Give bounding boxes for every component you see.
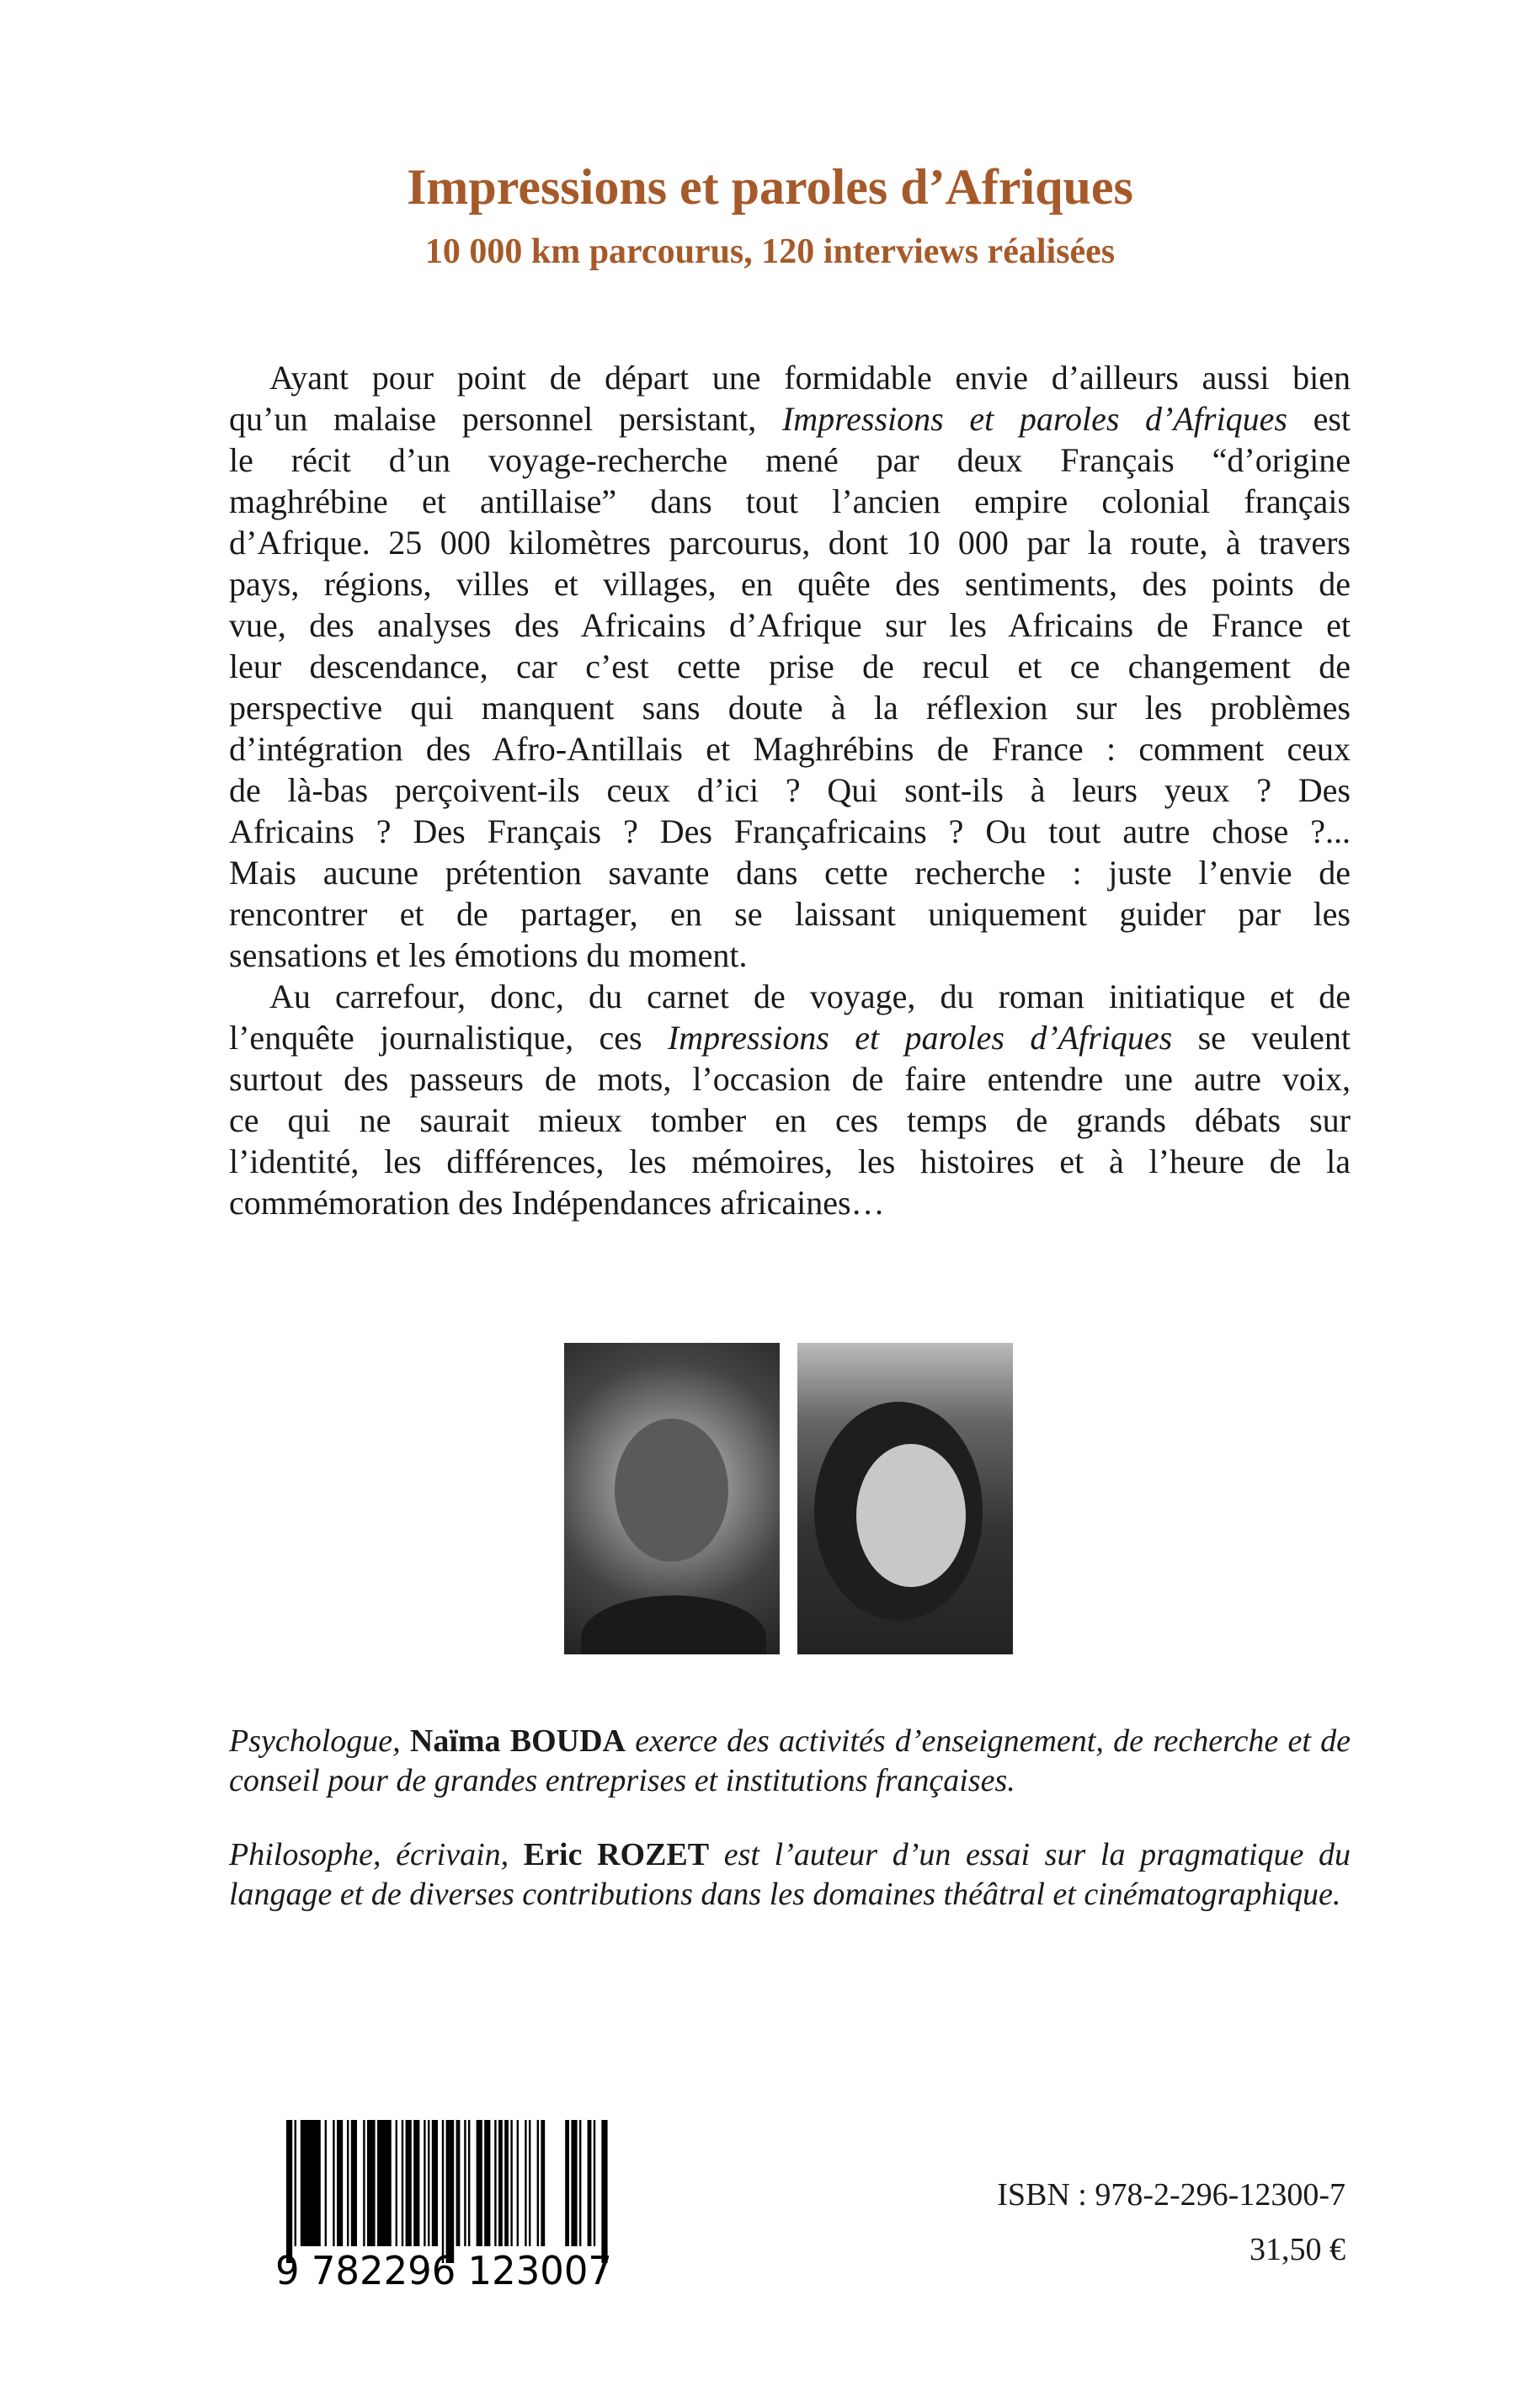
text-segment: Ayant pour point de départ une formidable envie d’ailleurs aussi bien [269,359,1351,397]
text-segment: l’identité, les différences, les mémoires, les histoires et à l’heure de la [229,1142,1351,1180]
text-line [229,646,1351,687]
barcode-bar [537,2120,539,2246]
text-line [229,935,1351,976]
text-segment: sensations et les émotions du moment. [229,936,748,974]
book-title-italic: Impressions et paroles d’Afriques [781,400,1287,438]
text-line [229,728,1351,770]
barcode-bar [565,2120,569,2246]
text-line [229,439,1351,481]
text-segment: d’intégration des Afro-Antillais et Maghrébins de France : comment ceux [229,730,1351,768]
barcode-bar [571,2120,577,2246]
text-segment: Mais aucune prétention savante dans cette recherche : juste l’envie de [229,854,1351,892]
text-line [229,1141,1351,1182]
barcode-bar [588,2120,592,2246]
barcode-bar [295,2120,296,2246]
barcode-bar [579,2120,581,2246]
bio-text: est l’auteur d’un essai sur la pragmatique du langage et de diverses contributions dans les domaines théâtral et cinématographique. [229,1837,1351,1912]
barcode-bar [347,2120,349,2246]
barcode-bar [477,2120,482,2246]
text-segment: perspective qui manquent sans doute à la réflexion sur les problèmes [229,689,1351,727]
blurb-text [229,357,1351,1223]
barcode-bar [413,2120,419,2246]
barcode-bar [601,2120,607,2263]
barcode-bar [504,2120,509,2246]
barcode-bar [402,2120,403,2246]
author-name: Naïma BOUDA [409,1723,626,1759]
barcode-bar [468,2120,470,2246]
text-line [229,1058,1351,1100]
text-segment: Au carrefour, donc, du carnet de voyage, du roman initiatique et de [269,977,1351,1015]
text-line [229,357,1351,398]
text-segment: l’enquête journalistique, ces [229,1019,668,1057]
author-photo-man [564,1343,780,1654]
barcode-bar [337,2120,343,2246]
text-line [229,1182,1351,1223]
text-segment: de là-bas perçoivent-ils ceux d’ici ? Qui sont-ils à leurs yeux ? Des [229,771,1351,809]
barcode-bar [325,2120,327,2246]
book-subtitle: 10 000 km parcourus, 120 interviews réalisées [424,232,1116,271]
text-segment: surtout des passeurs de mots, l’occasion de faire entendre une autre voix, [229,1060,1351,1098]
text-segment: vue, des analyses des Africains d’Afrique sur les Africains de France et [229,606,1351,644]
text-segment: commémoration des Indépendances africaines… [229,1184,885,1222]
barcode-bar [442,2120,444,2263]
barcode-bar [464,2120,466,2246]
text-segment: est [1287,400,1351,438]
text-segment: rencontrer et de partager, en se laissant uniquement guider par les [229,895,1351,933]
text-segment: pays, régions, villes et villages, en quête des sentiments, des points de [229,565,1351,603]
text-line [229,893,1351,935]
text-line [229,1017,1351,1058]
price: 31,50 € [1250,2232,1346,2267]
barcode-bar [351,2120,357,2246]
book-title: Impressions et paroles d’Afriques [407,159,1133,215]
text-line [229,852,1351,893]
barcode-bar [406,2120,412,2246]
author-photo-woman [797,1343,1013,1654]
author-bio-bouda [229,1722,1351,1801]
bio-text: exerce des activités d’enseignement, de recherche et de conseil pour de grandes entreprises et institutions françaises. [229,1723,1351,1798]
barcode-bar [594,2120,595,2246]
text-segment: le récit d’un voyage-recherche mené par deux Français “d’origine [229,441,1351,479]
text-segment: Africains ? Des Français ? Des Françafricains ? Ou tout autre chose ?... [229,812,1351,850]
text-line [229,604,1351,646]
author-bio-rozet [229,1835,1351,1915]
text-segment: qu’un malaise personnel persistant, [229,400,782,438]
text-line [229,976,1351,1017]
text-segment: maghrébine et antillaise” dans tout l’ancien empire colonial français [229,482,1351,520]
book-title-italic: Impressions et paroles d’Afriques [667,1019,1173,1057]
barcode-digits: 9 782296 123007 [275,2248,612,2288]
barcode-bar [367,2120,376,2246]
barcode-bar [286,2120,292,2263]
barcode-bar [363,2120,365,2246]
barcode-bar [301,2120,321,2246]
text-segment: ce qui ne saurait mieux tomber en ces temps de grands débats sur [229,1101,1351,1139]
barcode-bar [529,2120,530,2246]
text-line [229,522,1351,563]
bio-text: Philosophe, écrivain, [229,1837,524,1872]
text-segment: leur descendance, car c’est cette prise de recul et ce changement de [229,647,1351,685]
barcode-bar [396,2120,397,2246]
barcode-bar [510,2120,512,2246]
text-line [229,811,1351,852]
barcode-bar [333,2120,334,2246]
barcode-bar [494,2120,496,2246]
barcode-bar [377,2120,392,2246]
text-line [229,398,1351,439]
text-line [229,563,1351,604]
barcode-bar [484,2120,490,2246]
text-segment: d’Afrique. 25 000 kilomètres parcourus, dont 10 000 par la route, à travers [229,524,1351,562]
barcode-bar [498,2120,503,2246]
barcode-bar [428,2120,429,2246]
barcode-bar [432,2120,438,2246]
text-line [229,770,1351,811]
text-segment: se veulent [1172,1019,1351,1057]
barcode-bar [424,2120,425,2246]
author-name: Eric ROZET [523,1837,710,1872]
text-line [229,687,1351,728]
bio-text: Psychologue, [229,1723,410,1759]
barcode-bar [517,2120,519,2246]
isbn: ISBN : 978-2-296-12300-7 [997,2177,1346,2213]
barcode-bar [456,2120,461,2246]
barcode-bar [446,2120,455,2263]
text-line [229,1100,1351,1141]
barcode [275,2120,612,2288]
text-line [229,481,1351,522]
barcode-bar [525,2120,526,2246]
barcode-bar [541,2120,545,2246]
